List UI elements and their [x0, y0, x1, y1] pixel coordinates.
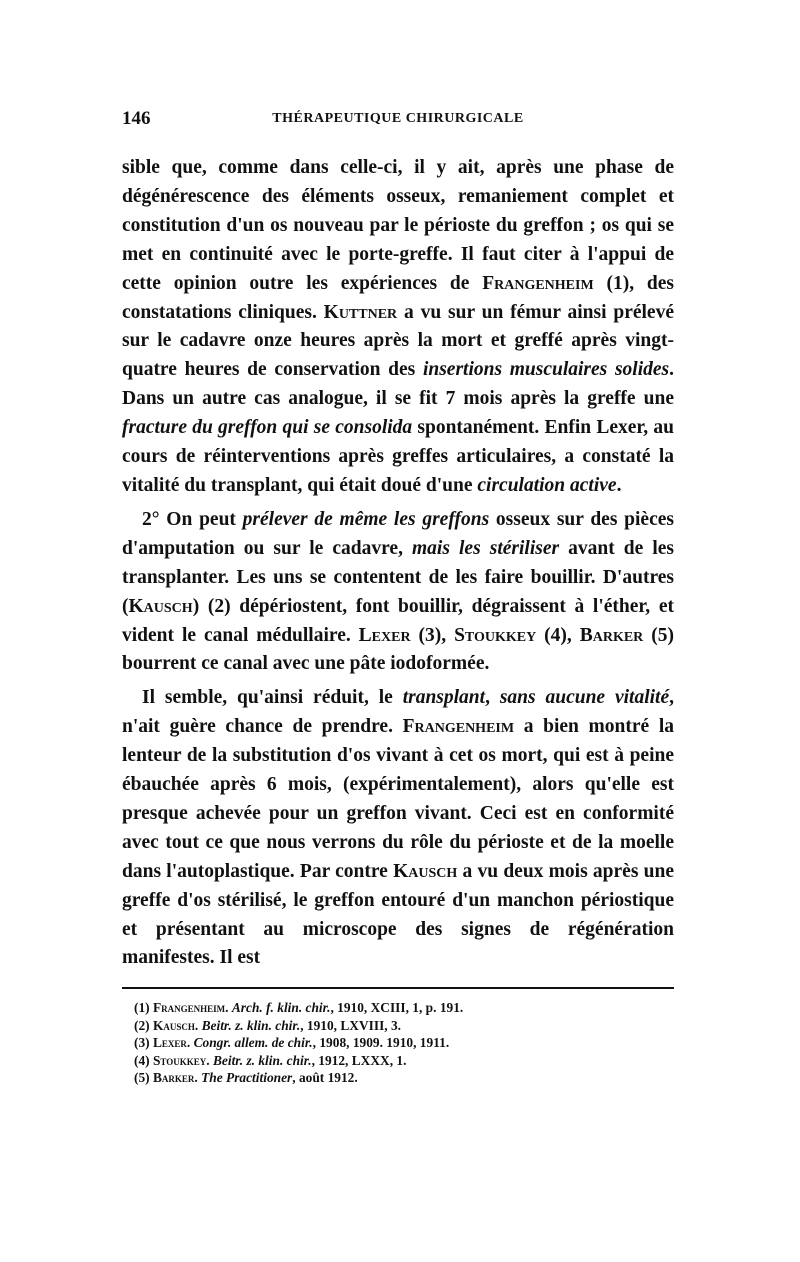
text-segment: (1): [134, 1000, 153, 1016]
paragraph: [122, 684, 674, 973]
author-name: Stoukkey: [454, 624, 537, 646]
footnote: [134, 1052, 674, 1070]
text-segment: .: [194, 1070, 202, 1086]
text-segment: .: [225, 1000, 232, 1016]
text-segment: (2): [134, 1017, 153, 1033]
text-segment: 2° On peut: [142, 508, 243, 530]
paragraph: [122, 506, 674, 679]
body-text: [122, 154, 674, 973]
author-name: Kausch: [128, 595, 193, 617]
author-name: Frangenheim: [152, 1000, 226, 1016]
italic-text: mais les stériliser: [412, 537, 560, 559]
author-name: Frangenheim: [482, 272, 594, 294]
page-number: 146: [122, 108, 151, 129]
author-name: Kausch: [393, 860, 458, 882]
text-segment: (3),: [410, 624, 455, 646]
text-segment: (4),: [536, 624, 580, 646]
footnote: [134, 1069, 674, 1087]
text-segment: avant de les transplanter. Les uns se contentent de les faire bouillir. D'autres (: [122, 537, 675, 617]
footnote-rule: [122, 987, 674, 989]
text-segment: .: [194, 1017, 202, 1033]
italic-text: Arch. f. klin. chir.: [231, 1000, 331, 1016]
italic-text: Beitr. z. klin. chir.: [201, 1017, 301, 1033]
italic-text: fracture du greffon qui se consolida: [122, 417, 413, 439]
paragraph: [122, 154, 674, 501]
italic-text: prélever de même les greffons: [242, 508, 490, 530]
page-header: [122, 108, 674, 134]
author-name: Barker: [579, 624, 644, 646]
text-segment: osseux sur des pièces d'amputation ou sur le cadavre,: [122, 508, 674, 559]
text-segment: .: [206, 1052, 213, 1068]
italic-text: circulation active: [477, 474, 617, 496]
text-segment: , août 1912.: [292, 1070, 358, 1086]
author-name: Lexer: [152, 1035, 187, 1051]
text-segment: a vu deux mois après une greffe d'os stérilisé, le greffon entouré d'un manchon périostique et présentant au microscope des signes de régénération manifestes. Il est: [122, 860, 674, 969]
text-segment: . Dans un autre cas analogue, il se fit 7 mois après la greffe une: [122, 359, 674, 410]
text-segment: , 1908, 1909. 1910, 1911.: [312, 1035, 450, 1051]
footnote: [134, 1034, 674, 1052]
italic-text: sans aucune vitalité: [499, 687, 670, 709]
footnotes: [134, 999, 674, 1087]
text-segment: (5): [134, 1070, 153, 1086]
italic-text: insertions musculaires solides: [422, 359, 670, 381]
italic-text: Congr. allem. de chir.: [193, 1035, 313, 1051]
text-segment: .: [616, 474, 622, 496]
author-name: Kuttner: [323, 301, 398, 323]
text-segment: , 1912, LXXX, 1.: [311, 1052, 407, 1068]
text-segment: (4): [134, 1052, 153, 1068]
footnote: [134, 1017, 674, 1035]
text-segment: (3): [134, 1035, 153, 1051]
text-segment: , n'ait guère chance de prendre.: [122, 687, 674, 738]
footnote: [134, 999, 674, 1017]
text-segment: (1), des constatations cliniques.: [122, 272, 674, 323]
book-page: [122, 108, 674, 1087]
italic-text: transplant: [402, 687, 486, 709]
text-segment: , 1910, LXVIII, 3.: [300, 1017, 402, 1033]
text-segment: Il semble, qu'ainsi réduit, le: [142, 687, 403, 709]
text-segment: ,: [485, 687, 500, 709]
italic-text: Beitr. z. klin. chir.: [212, 1052, 312, 1068]
text-segment: (5) bourrent ce canal avec une pâte iodoformée.: [122, 624, 674, 675]
text-segment: .: [186, 1035, 194, 1051]
text-segment: ) (2) dépériostent, font bouillir, dégraissent à l'éther, et vident le canal médullaire.: [122, 595, 674, 646]
author-name: Lexer: [358, 624, 411, 646]
text-segment: sible que, comme dans celle-ci, il y ait, après une phase de dégénérescence des éléments osseux, remaniement complet et constitution d'un os nouveau par le périoste du greffon ; os qui se met en continuité avec le porte-greffe. Il faut citer à l'appui de cette opinion outre les expériences de: [122, 157, 674, 294]
italic-text: The Practitioner: [201, 1070, 293, 1086]
text-segment: spontanément. Enfin Lexer, au cours de réinterventions après greffes articulaires, a constaté la vitalité du transplant, qui était doué d'une: [122, 417, 674, 496]
author-name: Barker: [152, 1070, 195, 1086]
text-segment: a vu sur un fémur ainsi prélevé sur le cadavre onze heures après la mort et greffé après vingt-quatre heures de conservation des: [122, 301, 674, 381]
text-segment: a bien montré la lenteur de la substitution d'os vivant à cet os mort, qui est à peine ébauchée après 6 mois, (expérimentalement), alors qu'elle est presque achevée pour un greffon vivant. Ceci est en conformité avec tout ce que nous verrons du rôle du périoste et de la moelle dans l'autoplastique. Par contre: [122, 716, 674, 882]
author-name: Kausch: [152, 1017, 195, 1033]
author-name: Frangenheim: [402, 716, 515, 738]
author-name: Stoukkey: [152, 1052, 207, 1068]
text-segment: , 1910, XCIII, 1, p. 191.: [330, 1000, 464, 1016]
running-title: THÉRAPEUTIQUE CHIRURGICALE: [272, 111, 524, 126]
